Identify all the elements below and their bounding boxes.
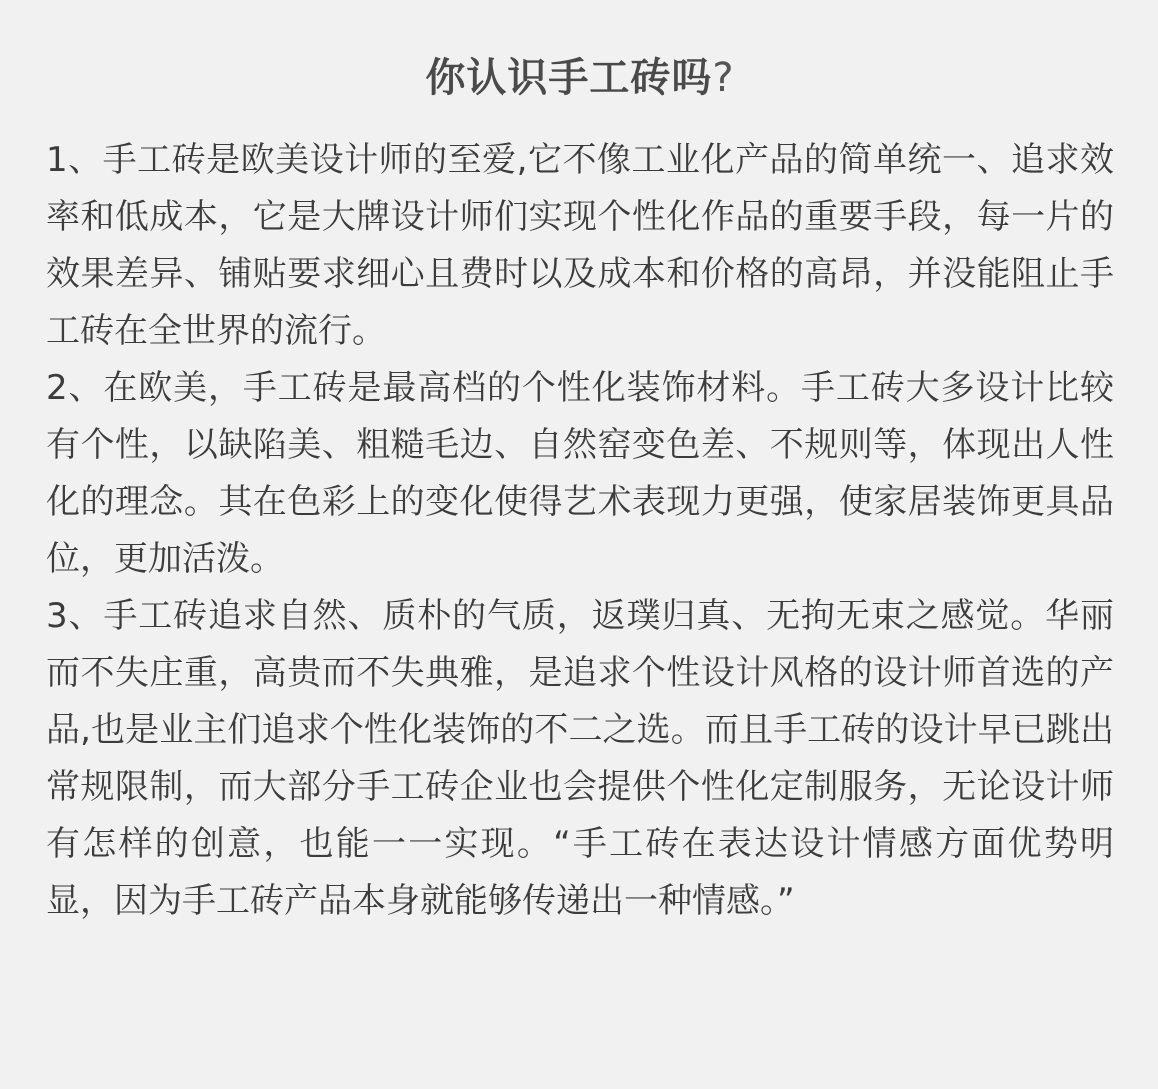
title-question-mark: ? (712, 55, 735, 101)
title-text: 你认识手工砖吗 (425, 55, 713, 101)
paragraph-3: 3、手工砖追求自然、质朴的气质，返璞归真、无拘无束之感觉。华丽而不失庄重，高贵而不失典雅，是追求个性设计风格的设计师首选的产品,也是业主们追求个性化装饰的不二之选。而且手工砖的设计早已跳出常规限制，而大部分手工砖企业也会提供个性化定制服务，无论设计师有怎样的创意，也能一一实现。“手工砖在表达设计情感方面优势明显，因为手工砖产品本身就能够传递出一种情感。” (46, 596, 1114, 921)
article-body (46, 132, 1114, 930)
paragraph-2: 2、在欧美，手工砖是最高档的个性化装饰材料。手工砖大多设计比较有个性，以缺陷美、粗糙毛边、自然窑变色差、不规则等，体现出人性化的理念。其在色彩上的变化使得艺术表现力更强，使家居装饰更具品位，更加活泼。 (46, 368, 1114, 579)
article-title (46, 48, 1114, 108)
paragraph-1: 1、手工砖是欧美设计师的至爱,它不像工业化产品的简单统一、追求效率和低成本，它是大牌设计师们实现个性化作品的重要手段，每一片的效果差异、铺贴要求细心且费时以及成本和价格的高昂，并没能阻止手工砖在全世界的流行。 (46, 140, 1114, 351)
